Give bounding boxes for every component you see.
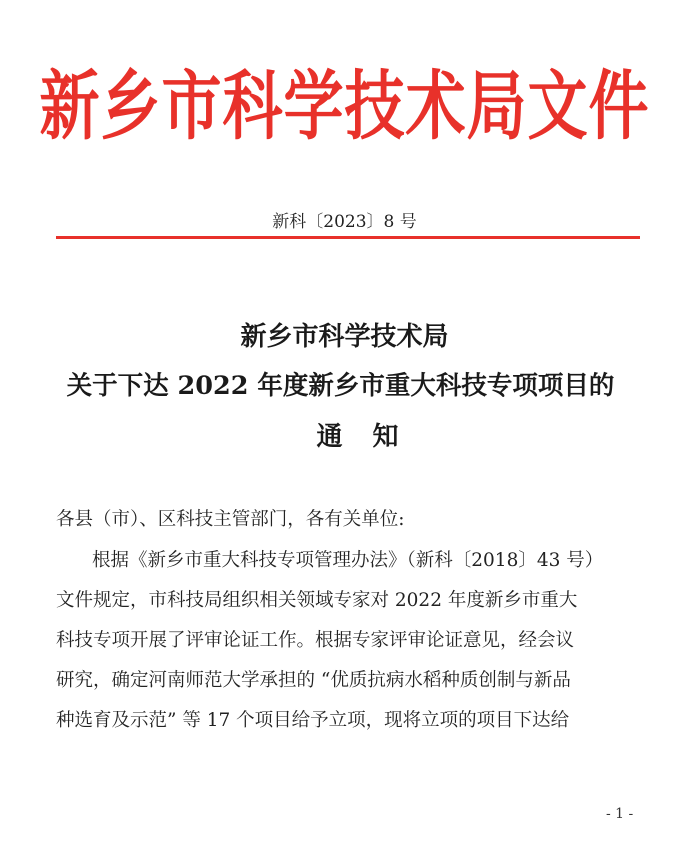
paragraph-line: 科技专项开展了评审论证工作。根据专家评审论证意见，经会议 (56, 630, 575, 651)
notice-title-line-2: 关于下达 2022 年度新乡市重大科技专项项目的 (66, 371, 615, 401)
paragraph-line: 根据《新乡市重大科技专项管理办法》（新科〔2018〕43 号） (92, 550, 604, 571)
notice-title-line-1: 新乡市科学技术局 (240, 322, 449, 352)
page-number: - 1 - (606, 806, 634, 822)
red-divider-line (56, 236, 640, 239)
document-number: 新科〔2023〕8 号 (272, 212, 417, 232)
notice-title-line-3: 通知 (316, 422, 429, 452)
paragraph-line: 种选育及示范” 等 17 个项目给予立项，现将立项的项目下达给 (56, 710, 570, 731)
issuer-title: 新乡市科学技术局文件 (39, 63, 650, 151)
paragraph-line: 研究，确定河南师范大学承担的 “优质抗病水稻种质创制与新品 (56, 670, 571, 691)
salutation: 各县（市）、区科技主管部门，各有关单位: (56, 509, 405, 530)
paragraph-line: 文件规定，市科技局组织相关领域专家对 2022 年度新乡市重大 (56, 590, 578, 611)
